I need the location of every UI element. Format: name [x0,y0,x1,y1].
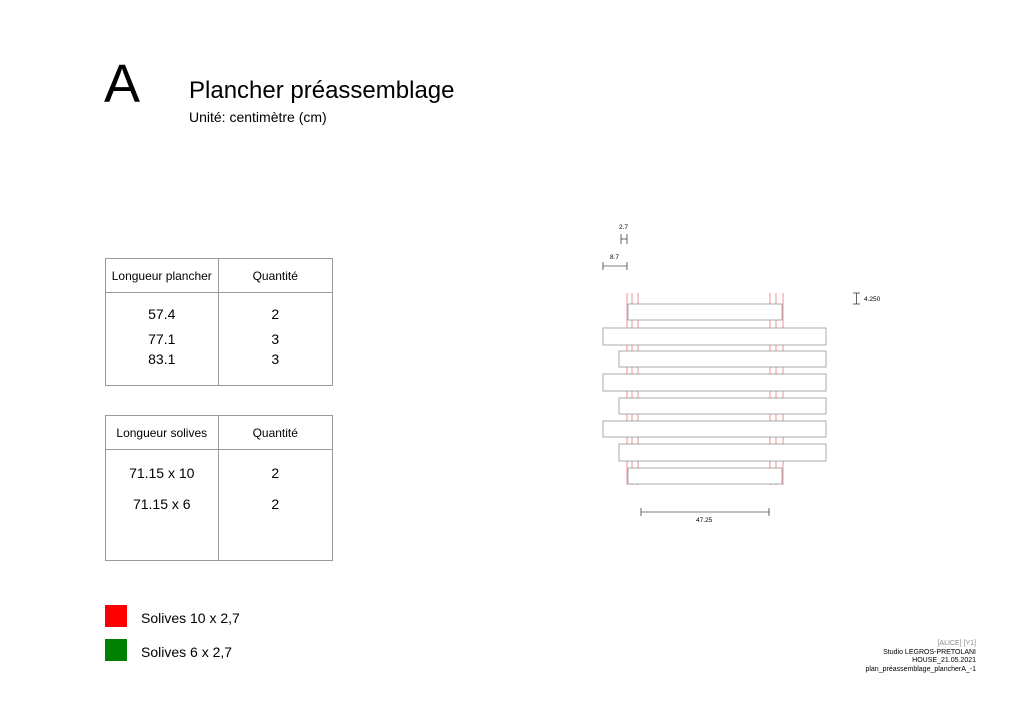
cell-length: 71.15 x 6 [106,488,219,561]
cell-quantity: 3 [218,351,332,386]
dimension-label: 4.250 [864,296,881,303]
cell-length: 83.1 [106,351,219,386]
floor-boards [603,304,826,484]
sheet-letter: A [104,54,141,114]
page-title: Plancher préassemblage [189,77,455,104]
cell-quantity: 2 [218,293,332,327]
legend-swatch-green [105,639,127,661]
table-row [106,450,333,489]
floor-board [619,351,826,367]
table-row [106,326,333,351]
legend-swatch-red [105,605,127,627]
cell-length: 71.15 x 10 [106,450,219,489]
floor-board [619,398,826,414]
title-block-project: HOUSE_21.05.2021 [912,657,976,664]
floor-board [619,444,826,461]
column-header-length: Longueur plancher [106,259,219,293]
dimension-right [853,293,860,304]
page-subtitle: Unité: centimètre (cm) [189,109,327,125]
floor-board [603,421,826,437]
table-row [106,488,333,561]
legend-label: Solives 6 x 2,7 [141,644,233,660]
column-header-quantity: Quantité [218,416,332,450]
cell-quantity: 3 [218,326,332,351]
floor-board [628,468,782,484]
table-header-row [106,416,333,450]
title-block-tag: [ALICE] [Y1] [937,640,976,647]
cell-length: 57.4 [106,293,219,327]
dimension-label: 47.25 [696,517,713,524]
floor-board [603,374,826,391]
cell-quantity: 2 [218,450,332,489]
cell-quantity: 2 [218,488,332,561]
table-header-row [106,259,333,293]
table-plancher [105,258,333,386]
column-header-length: Longueur solives [106,416,219,450]
floor-assembly-drawing [590,215,900,535]
table-row [106,351,333,386]
column-header-quantity: Quantité [218,259,332,293]
dimension-bottom [641,508,769,516]
title-block-studio: Studio LEGROS-PRETOLANI [883,648,976,656]
cell-length: 77.1 [106,326,219,351]
table-solives [105,415,333,561]
title-block-file: plan_préassemblage_plancherA_-1 [865,665,976,673]
dimension-label: 2.7 [619,224,629,231]
dimension-second [603,262,627,270]
table-row [106,293,333,327]
legend-label: Solives 10 x 2,7 [141,610,240,626]
floor-board [603,328,826,345]
floor-board [628,304,782,320]
dimension-top [621,234,627,244]
dimension-label: 8.7 [610,254,620,261]
title-block [865,640,976,674]
